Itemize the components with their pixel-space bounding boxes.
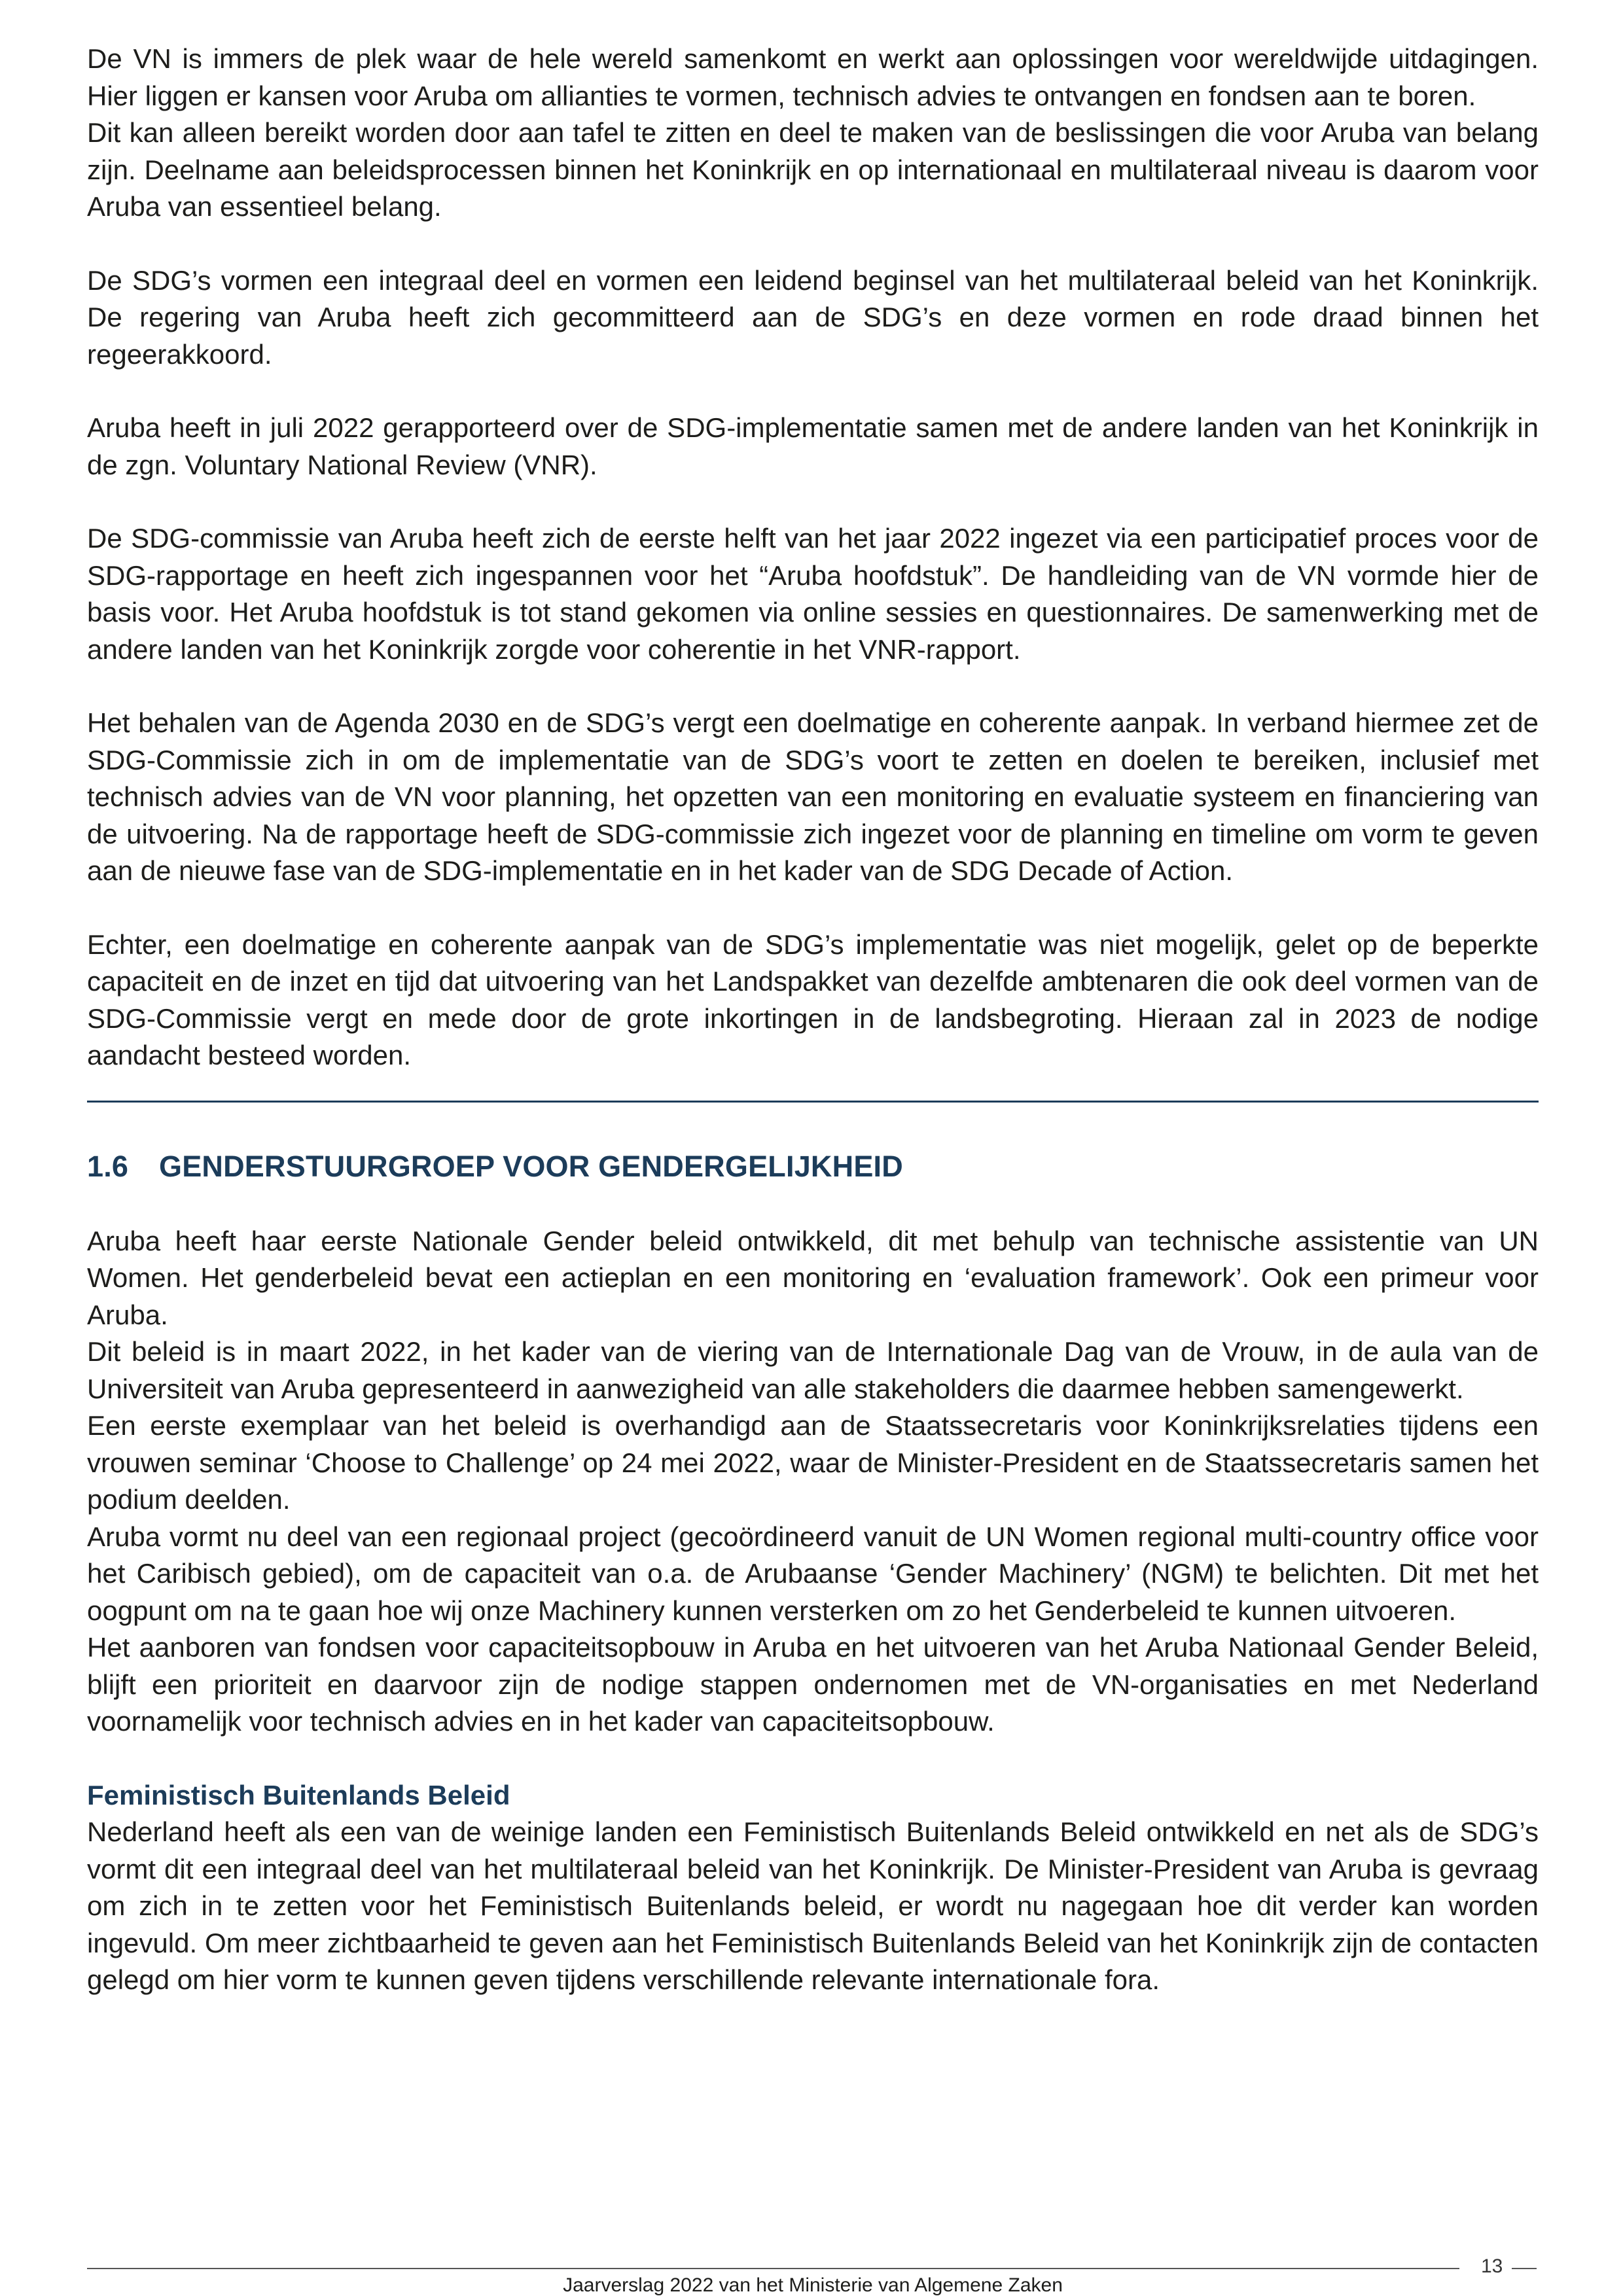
paragraph: De VN is immers de plek waar de hele wereld samenkomt en werkt aan oplossingen voor wereldwijde uitdagingen. Hier liggen er kansen voor Aruba om allianties te vormen, technisch advies te ontvangen en fondsen aan te boren. — [87, 43, 1539, 111]
subsection — [87, 1777, 1539, 1999]
section-number: 1.6 — [87, 1149, 129, 1183]
paragraph: De SDG’s vormen een integraal deel en vormen een leidend beginsel van het multilateraal beleid van het Koninkrijk. De regering van Aruba heeft zich gecommitteerd aan de SDG’s en deze vormen en rode draad binnen het regeerakkoord. — [87, 264, 1539, 370]
section-divider — [87, 1101, 1539, 1103]
paragraph: Het behalen van de Agenda 2030 en de SDG’s vergt een doelmatige en coherente aanpak. In verband hiermee zet de SDG-Commissie zich in om de implementatie van de SDG’s voort te zetten en doelen te bereiken, inclusief met technisch advies van de VN voor planning, het opzetten van een monitoring en evaluatie systeem en financiering van de uitvoering. Na de rapportage heeft de SDG-commissie zich ingezet voor de planning en timeline om vorm te geven aan de nieuwe fase van de SDG-implementatie en in het kader van de SDG Decade of Action. — [87, 707, 1539, 886]
page-number: 13 — [1481, 2255, 1503, 2277]
paragraph: Het aanboren van fondsen voor capaciteitsopbouw in Aruba en het uitvoeren van het Aruba Nationaal Gender Beleid, blijft een prioriteit en daarvoor zijn de nodige stappen ondernomen met de VN-organisaties en met Nederland voornamelijk voor technisch advies en in het kader van capaciteitsopbouw. — [87, 1632, 1539, 1737]
paragraph: Echter, een doelmatige en coherente aanpak van de SDG’s implementatie was niet mogelijk, gelet op de beperkte capaciteit en de inzet en tijd dat uitvoering van het Landspakket van dezelfde ambtenaren die ook deel vormen van de SDG-Commissie vergt en mede door de grote inkortingen in de landsbegroting. Hieraan zal in 2023 de nodige aandacht besteed worden. — [87, 928, 1539, 1070]
footer-dash — [1512, 2268, 1537, 2269]
paragraph: Nederland heeft als een van de weinige landen een Feministisch Buitenlands Beleid ontwikkeld en net als de SDG’s vormt dit een integraal deel van het multilateraal beleid van het Koninkrijk. De Minister-President van Aruba is gevraag om zich in te zetten voor het Feministisch Buitenlands beleid, er wordt nu nagegaan hoe dit verder kan worden ingevuld. Om meer zichtbaarheid te geven aan het Feministisch Buitenlands Beleid van het Koninkrijk zijn de contacten gelegd om hier vorm te kunnen geven tijdens verschillende relevante internationale fora. — [87, 1816, 1539, 1995]
paragraph: Aruba heeft in juli 2022 gerapporteerd over de SDG-implementatie samen met de andere landen van het Koninkrijk in de zgn. Voluntary National Review (VNR). — [87, 412, 1539, 480]
paragraph: Aruba vormt nu deel van een regionaal project (gecoördineerd vanuit de UN Women regional multi-country office voor het Caribisch gebied), om de capaciteit van o.a. de Arubaanse ‘Gender Machinery’ (NGM) te belichten. Dit met het oogpunt om na te gaan hoe wij onze Machinery kunnen versterken om zo het Genderbeleid te kunnen uitvoeren. — [87, 1521, 1539, 1626]
subsection-heading: Feministisch Buitenlands Beleid — [87, 1779, 510, 1810]
paragraph: Een eerste exemplaar van het beleid is overhandigd aan de Staatssecretaris voor Koninkrijksrelaties tijdens een vrouwen seminar ‘Choose to Challenge’ op 24 mei 2022, waar de Minister-President en de Staatssecretaris samen het podium deelden. — [87, 1410, 1539, 1515]
section-heading — [87, 1148, 1539, 1185]
footer-rule — [87, 2268, 1459, 2269]
paragraph: Aruba heeft haar eerste Nationale Gender beleid ontwikkeld, dit met behulp van technische assistentie van UN Women. Het genderbeleid bevat een actieplan en een monitoring en ‘evaluation framework’. Ook een primeur voor Aruba. — [87, 1225, 1539, 1330]
paragraph: De SDG-commissie van Aruba heeft zich de eerste helft van het jaar 2022 ingezet via een participatief proces voor de SDG-rapportage en heeft zich ingespannen voor het “Aruba hoofdstuk”. De handleiding van de VN vormde hier de basis voor. Het Aruba hoofdstuk is tot stand gekomen via online sessies en questionnaires. De samenwerking met de andere landen van het Koninkrijk zorgde voor coherentie in het VNR-rapport. — [87, 523, 1539, 665]
paragraph: Dit beleid is in maart 2022, in het kader van de viering van de Internationale Dag van de Vrouw, in de aula van de Universiteit van Aruba gepresenteerd in aanwezigheid van alle stakeholders die daarmee hebben samengewerkt. — [87, 1336, 1539, 1404]
paragraph-block — [87, 927, 1539, 1074]
document-page — [87, 41, 1539, 2036]
paragraph: Dit kan alleen bereikt worden door aan tafel te zitten en deel te maken van de beslissingen die voor Aruba van belang zijn. Deelname aan beleidsprocessen binnen het Koninkrijk en op internationaal en multilateraal niveau is daarom voor Aruba van essentieel belang. — [87, 117, 1539, 222]
paragraph-block — [87, 41, 1539, 226]
footer-title: Jaarverslag 2022 van het Ministerie van Algemene Zaken — [563, 2274, 1063, 2296]
section-body — [87, 1223, 1539, 1740]
paragraph-block — [87, 410, 1539, 484]
paragraph-block — [87, 262, 1539, 374]
paragraph-block — [87, 705, 1539, 890]
paragraph-block — [87, 520, 1539, 668]
section-title: GENDERSTUURGROEP VOOR GENDERGELIJKHEID — [159, 1149, 903, 1183]
